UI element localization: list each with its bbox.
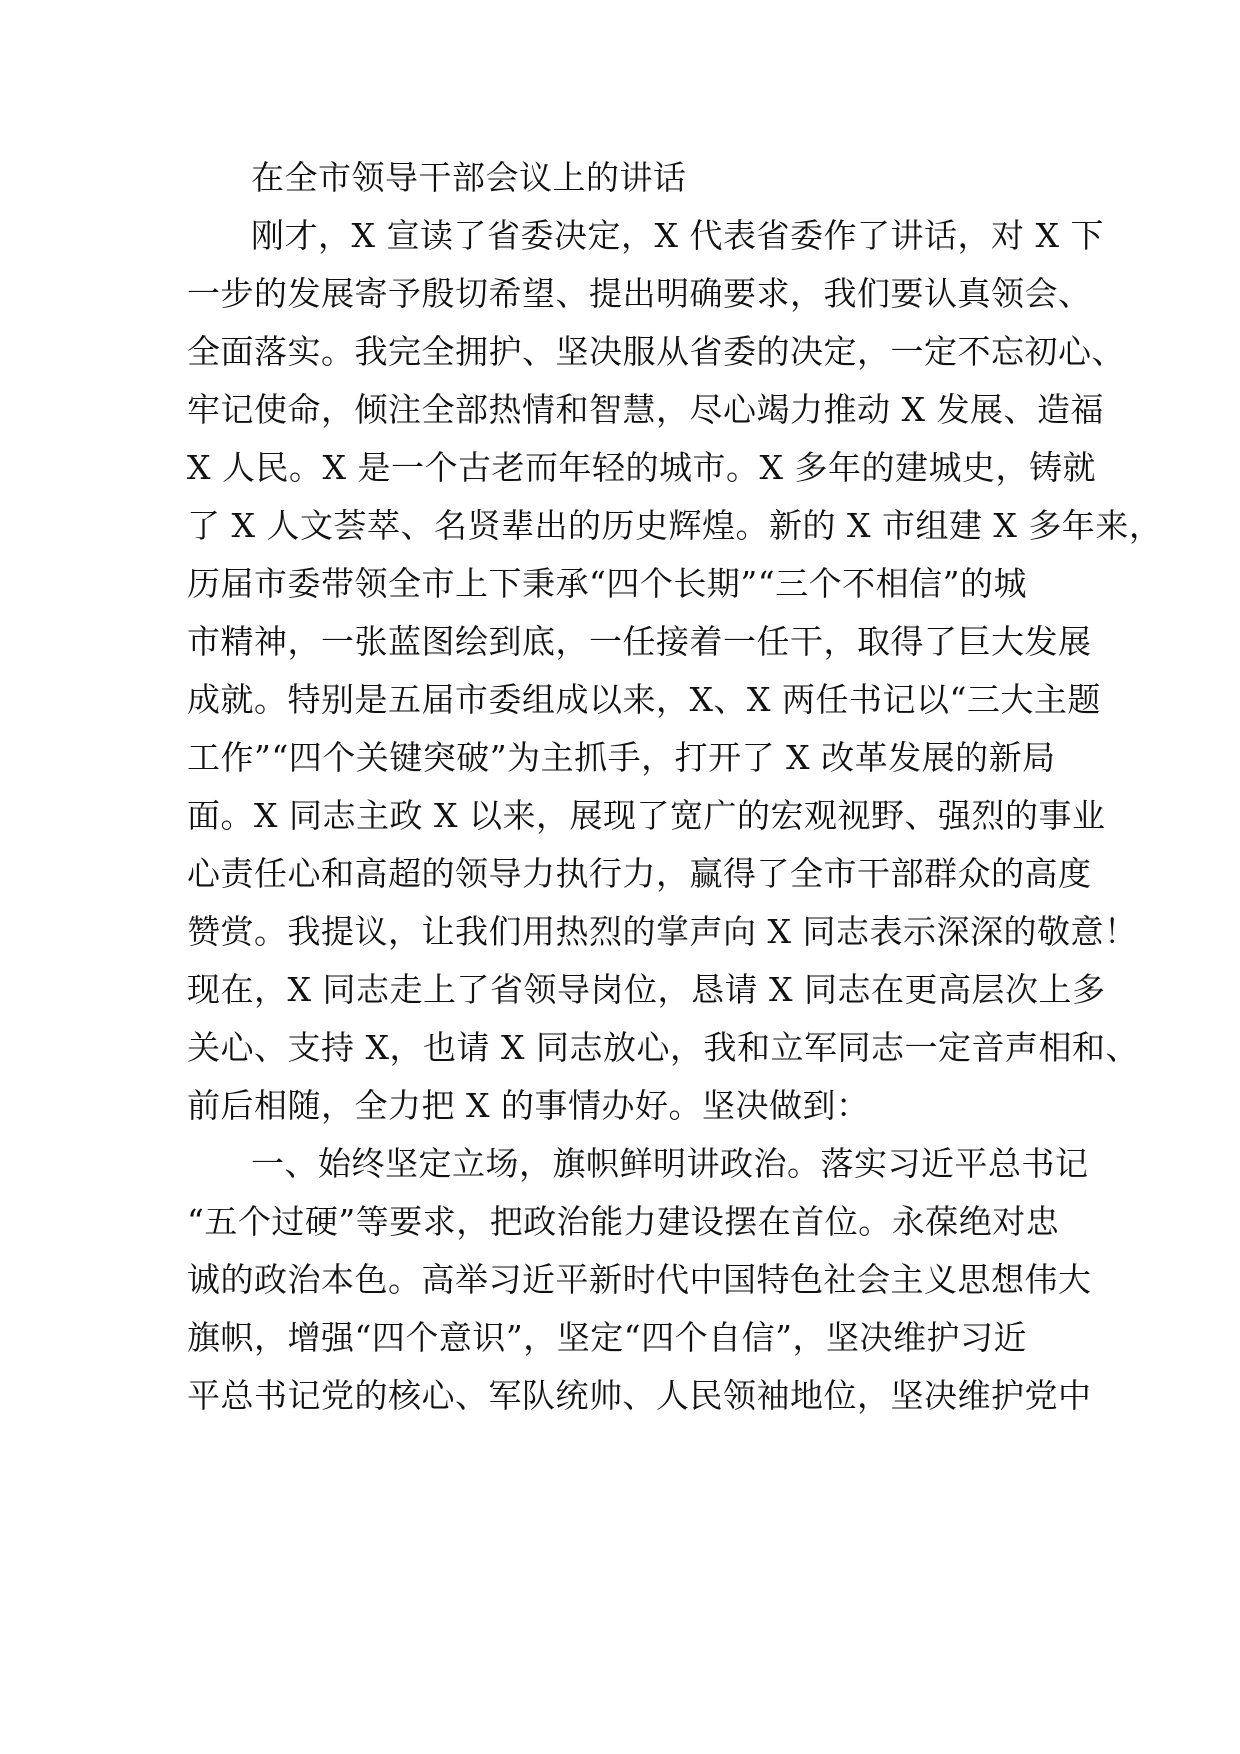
paragraph-line: 平总书记党的核心、军队统帅、人民领袖地位，坚决维护党中 xyxy=(187,1376,1092,1415)
paragraph-line: 面。X 同志主政 X 以来，展现了宽广的宏观视野、强烈的事业 xyxy=(187,796,1106,835)
paragraph-line: 刚才，X 宣读了省委决定，X 代表省委作了讲话，对 X 下 xyxy=(251,216,1104,255)
paragraph-line: X 人民。X 是一个古老而年轻的城市。X 多年的建城史，铸就 xyxy=(187,448,1096,487)
document-title: 在全市领导干部会议上的讲话 xyxy=(251,158,687,197)
paragraph-line: 心责任心和高超的领导力执行力，赢得了全市干部群众的高度 xyxy=(187,854,1092,893)
paragraph-line: 了 X 人文荟萃、名贤辈出的历史辉煌。新的 X 市组建 X 多年来， xyxy=(187,506,1163,545)
paragraph-line: 现在，X 同志走上了省领导岗位，恳请 X 同志在更高层次上多 xyxy=(187,970,1106,1009)
paragraph-line: 一、始终坚定立场，旗帜鲜明讲政治。落实习近平总书记 xyxy=(251,1144,1089,1183)
paragraph-line: 成就。特别是五届市委组成以来，X、X 两任书记以“三大主题 xyxy=(187,680,1101,719)
paragraph-line: 前后相随，全力把 X 的事情办好。坚决做到： xyxy=(187,1086,870,1125)
paragraph-line: 旗帜，增强“四个意识”，坚定“四个自信”，坚决维护习近 xyxy=(187,1318,1027,1357)
paragraph-line: 市精神，一张蓝图绘到底，一任接着一任干，取得了巨大发展 xyxy=(187,622,1092,661)
paragraph-line: 诚的政治本色。高举习近平新时代中国特色社会主义思想伟大 xyxy=(187,1260,1092,1299)
paragraph-line: 赞赏。我提议，让我们用热烈的掌声向 X 同志表示深深的敬意！ xyxy=(187,912,1138,951)
paragraph-line: 牢记使命，倾注全部热情和智慧，尽心竭力推动 X 发展、造福 xyxy=(187,390,1104,429)
paragraph-line: 历届市委带领全市上下秉承“四个长期”“三个不相信”的城 xyxy=(187,564,1027,603)
paragraph-line: 关心、支持 X，也请 X 同志放心，我和立军同志一定音声相和、 xyxy=(187,1028,1139,1067)
paragraph-line: 工作”“四个关键突破”为主抓手，打开了 X 改革发展的新局 xyxy=(187,738,1056,777)
paragraph-line: 全面落实。我完全拥护、坚决服从省委的决定，一定不忘初心、 xyxy=(187,332,1125,371)
paragraph-line: “五个过硬”等要求，把政治能力建设摆在首位。永葆绝对忠 xyxy=(187,1202,1060,1241)
paragraph-line: 一步的发展寄予殷切希望、提出明确要求，我们要认真领会、 xyxy=(187,274,1092,313)
